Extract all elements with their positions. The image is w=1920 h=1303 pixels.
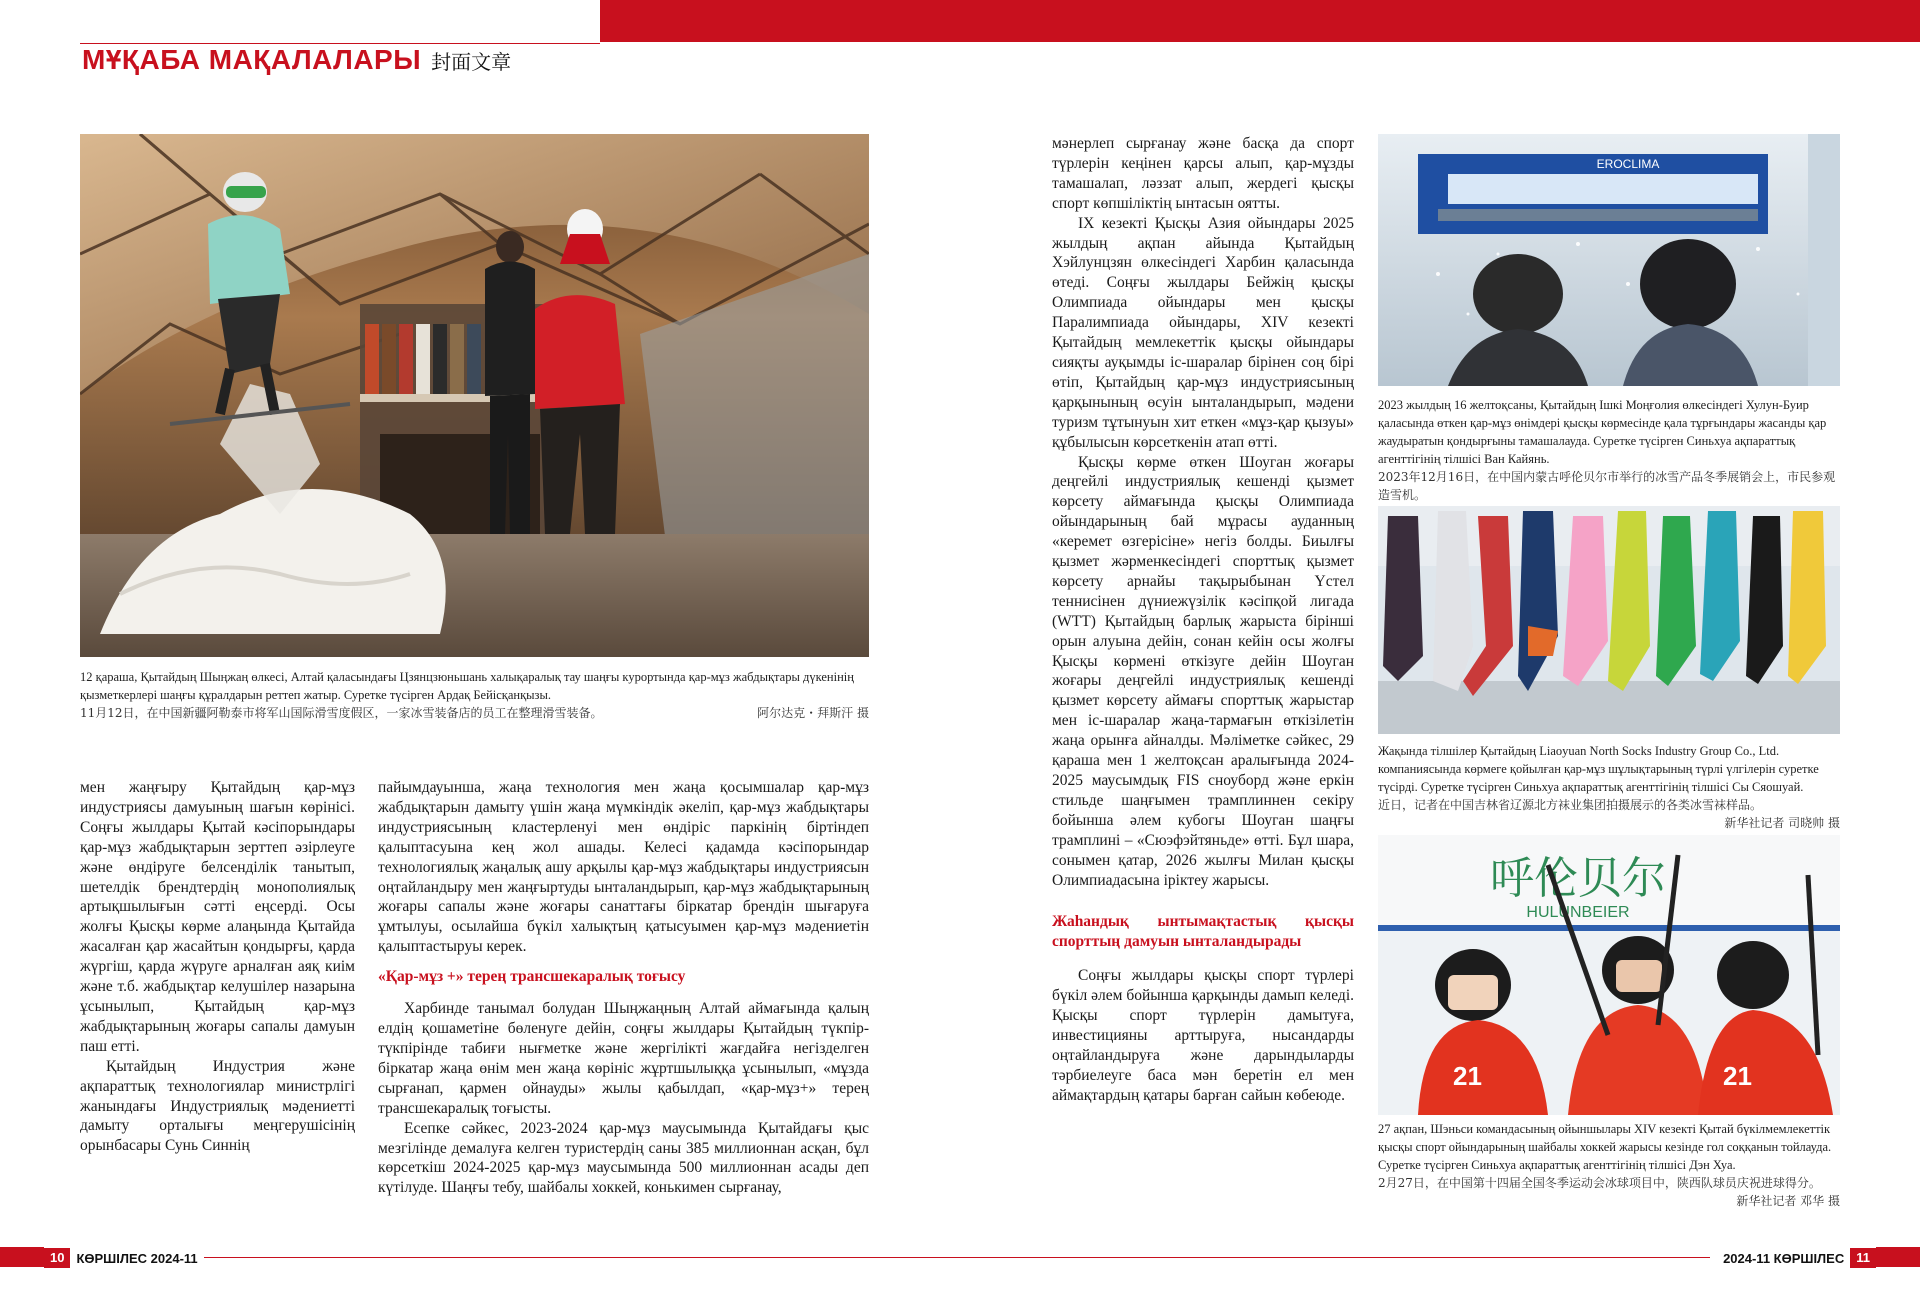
article-col3-paragraph-2: IX кезекті Қысқы Азия ойындары 2025 жылдың ақпан айында Қытайдың Хэйлунцзян өлкесіндегі Харбин қаласында өтеді. Соңғы жылдары Бейжің қысқы Олимпиада ойындары мен қысқы Паралимпиада ойындары, XIV кезекті Қытайдың мемлекеттік қысқы ойындары сияқты ауқымды іс-шаралар бірінен соң бірі өтіп, Қытайдың қар-мұз индустриясының қарқынының өсуін ынталандырып, мәдени туризм тұтынуын хит еткен «мұз-қар қызуы» құбылысын көрсеткенін атап өтті. xyxy=(1052,214,1354,451)
hockey-banner-en: HULUNBEIER xyxy=(1526,904,1630,921)
caption-ski-store-zh: 11月12日，在中国新疆阿勒泰市将军山国际滑雪度假区，一家冰雪装备店的员工在整理滑雪装备。 xyxy=(80,706,603,720)
photo-ski-store xyxy=(80,134,869,657)
footer-right xyxy=(1717,1247,1876,1269)
snow-machine-sign: EROCLIMA xyxy=(1596,157,1660,171)
hockey-jersey-right: 21 xyxy=(1723,1061,1752,1091)
article-subhead-1: «Қар-мұз +» терең трансшекаралық тоғысу xyxy=(378,968,686,986)
caption-hockey-credit: 新华社记者 邓华 摄 xyxy=(1736,1194,1840,1208)
article-col3-paragraph-4: Соңғы жылдары қысқы спорт түрлері бүкіл әлем бойынша қарқынды дамып келеді. Қысқы спорт түрлерін дамытуға, инвестицияны арттыруға, нысандарды оңтайландыруға және дарындыларды тәрбиелеуге баса мән беретін ел мен аймақтардың қатары барған сайын көбеюде. xyxy=(1052,967,1354,1104)
caption-ski-store-credit: 阿尔达克・拜斯汗 摄 xyxy=(757,706,869,720)
article-col2-paragraph-3: Есепке сәйкес, 2023-2024 қар-мұз маусымында Қытайдағы қыс мезгілінде демалуға келген туристердің саны 385 миллионнан асқан, бұл көрсеткіш 2024-2025 қар-мұз маусымында 500 миллионнан асады деп күтілуде. Шаңғы тебу, шайбалы хоккей, конькимен сырғанау, xyxy=(378,1119,869,1197)
photo-snow-machine xyxy=(1378,134,1840,386)
caption-ski-store xyxy=(80,668,869,722)
caption-hockey xyxy=(1378,1120,1840,1210)
section-title-zh: 封面文章 xyxy=(431,50,512,74)
article-column-1 xyxy=(80,778,355,1156)
caption-snow-machine-zh: 2023年12月16日，在中国内蒙古呼伦贝尔市举行的冰雪产品冬季展销会上，市民参观造雪机。 xyxy=(1378,470,1836,502)
photo-socks xyxy=(1378,506,1840,734)
caption-socks-credit: 新华社记者 司晓帅 摄 xyxy=(1724,816,1840,830)
magazine-issue-right: 2024-11 КӨРШІЛЕС xyxy=(1717,1251,1850,1266)
article-subhead-2: Жаһандық ынтымақтастық қысқы спорттың дамуын ынталандырады xyxy=(1052,913,1354,951)
footer-rule-right xyxy=(960,1257,1710,1258)
caption-socks-zh: 近日，记者在中国吉林省辽源北方袜业集团拍摄展示的各类冰雪袜样品。 xyxy=(1378,798,1763,812)
footer-rule-left xyxy=(200,1257,960,1258)
article-col3-paragraph-3: Қысқы көрме өткен Шоуган жоғары деңгейлі индустриялық кешенді қызмет көрсету аймағында қысқы Олимпиада ойындарының бай мұрасы ауданның «керемет өзгерісіне» негіз болды. Биылғы қызмет жәрменкесіндегі спорттық қызмет көрсету арнайы тақырыбынан Үстел теннисінен дүниежүзілік кәсіпқой лигада (WTT) Қытайдың барлық жарыста бірінші орын алуына дейін, сонан кейін осы жолғы Қысқы көрмені өткізуге дейін Шоуган жоғары деңгейлі индустриялық кешенді қызмет көрсету аймағы спорттық жарыстар мен іс-шаралар жаңа-тармағын өткізілетін жаңа орынға айналды. Мәліметке сәйкес, 29 қараша мен 1 желтоқсан аралығында 2024-2025 маусымдық FIS сноуборд және еркін стильде шаңғымен трамплиннен секіру бойынша әлем кубогы Шоуган шаңғы трамплині – «Сюэфэйтяньде» өтті. Бұл шара, сонымен қатар, 2026 жылғы Милан қысқы Олимпиадасына іріктеу жарысы. xyxy=(1052,453,1354,889)
caption-socks xyxy=(1378,742,1840,832)
article-col1-paragraph-2: Қытайдың Индустрия және ақпараттық технологиялар министрлігі жанындағы Индустриялық мәдениетті дамыту орталығы меңгерушісінің орынбасары Сунь Синнің xyxy=(80,1057,355,1155)
caption-snow-machine xyxy=(1378,396,1840,522)
hockey-jersey-left: 21 xyxy=(1453,1061,1482,1091)
caption-snow-machine-kz: 2023 жылдың 16 желтоқсаны, Қытайдың Ішкі Моңғолия өлкесіндегі Хулун-Буир қаласында өткен қар-мұз өнімдері қысқы көрмесінде қала тұрғындары жасанды қар жаудыратын қондырғыны тамашалауда. Суретке түсірген Синьхуа ақпараттық агенттігінің тілшісі Ван Кайянь. xyxy=(1378,398,1827,466)
article-column-2 xyxy=(378,778,869,1198)
article-col3-paragraph-1: мәнерлеп сырғанау және басқа да спорт түрлерін кеңінен қарсы алып, қар-мұзды тамашалап, ләззат алып, жердегі қысқы спорт көпшіліктің ынтасын оятты. xyxy=(1052,135,1354,212)
hockey-banner-zh: 呼伦贝尔 xyxy=(1490,853,1666,904)
caption-hockey-kz: 27 ақпан, Шэньси командасының ойыншылары XIV кезекті Қытай бүкілмемлекеттік қысқы спорт ойындарының шайбалы хоккей жарысы кезінде гол соққанын тойлауда. Суретке түсірген Синьхуа ақпараттық агенттігінің тілшісі Дэн Хуа. xyxy=(1378,1122,1832,1172)
article-col2-paragraph-1: пайымдауынша, жаңа технология мен жаңа қосымшалар қар-мұз жабдықтарын дамыту үшін жаңа мүмкіндік әкеліп, қар-мұз жабдықтары индустриясының кластерленуі мен өндіріс паркінің біртіндеп қалыптасуына кең жол ашады. Келесі қадамда кәсіпорындар технологиялық жаңалық ашу арқылы қар-мұз жабдықтары индустриясын оңтайландыру мен жаңғыртуды ынталандырып, қар-мұз жабдықтарының жоғары сапалы және жоғары санаттағы біркатар брендін шығаруға ұмтылуы, осылайша бүкіл халықтың қатысуымен қар-мұз мәдениетін қалыптастыруы керек. xyxy=(378,779,869,956)
article-col1-paragraph-1: мен жаңғыру Қытайдың қар-мұз индустриясы дамуының шағын көрінісі. Соңғы жылдары Қытай кәсіпорындары қар-мұз жабдықтарын зерттеп әзірлеуге және өндіруге белсенділік танытып, шетелдік брендтердің монополиялық артықшылығын сәтті еңсерді. Осы жолғы Қысқы көрме алаңында Қытайда жасалған қар жасайтын қондырғы, қарда жүргіш, қарда жүруге арналған аяқ киім және т.б. жабдықтар келушілер назарына ұсынылып, Қытайдың қар-мұз жабдықтарының жоғары сапалы дамуын паш етті. xyxy=(80,779,355,1055)
section-title-kz: МҰҚАБА МАҚАЛАЛАРЫ xyxy=(82,44,422,75)
section-title xyxy=(82,44,511,80)
photo-hockey xyxy=(1378,835,1840,1115)
header-red-bar xyxy=(600,0,1920,42)
footer-left-accent xyxy=(0,1247,44,1267)
magazine-issue-left: КӨРШІЛЕС 2024-11 xyxy=(70,1251,203,1266)
page-number-right: 11 xyxy=(1850,1248,1876,1268)
footer-right-accent xyxy=(1876,1247,1920,1267)
article-col2-paragraph-2: Харбинде танымал болудан Шыңжаңның Алтай аймағында қалың елдің қошаметіне бөленуге дейін, соңғы жылдары Қытайдың түкпір-түкпірінде табиғи нығметке және жергілікті жағдайға негізделген біркатар жаңа өнім мен жаңа көрініс жұртшылыққа ұсынылып, «мұзда сырғанап, қармен ойнауды» жылы қабылдап, «қар-мұз+» терең трансшекаралық тоғысты. xyxy=(378,1000,869,1117)
caption-ski-store-kz: 12 қараша, Қытайдың Шыңжаң өлкесі, Алтай қаласындағы Цзянцзюньшань халықаралық тау шаңғы курортында қар-мұз жабдықтары дүкенінің қызметкерлері шаңғы құралдарын реттеп жатыр. Суретке түсірген Ардақ Бейісқанқызы. xyxy=(80,670,854,702)
article-column-3 xyxy=(1052,134,1354,1106)
page-number-left: 10 xyxy=(44,1248,70,1268)
caption-socks-kz: Жақында тілшілер Қытайдың Liaoyuan North Socks Industry Group Co., Ltd. компаниясында көрмеге қойылған қар-мұз шұлықтарының түрлі үлгілерін суретке түсірді. Суретке түсірген Синьхуа ақпараттық агенттігінің тілшісі Сы Сяошуай. xyxy=(1378,744,1819,794)
footer-left xyxy=(44,1247,204,1269)
caption-hockey-zh: 2月27日，在中国第十四届全国冬季运动会冰球项目中，陕西队球员庆祝进球得分。 xyxy=(1378,1176,1821,1190)
